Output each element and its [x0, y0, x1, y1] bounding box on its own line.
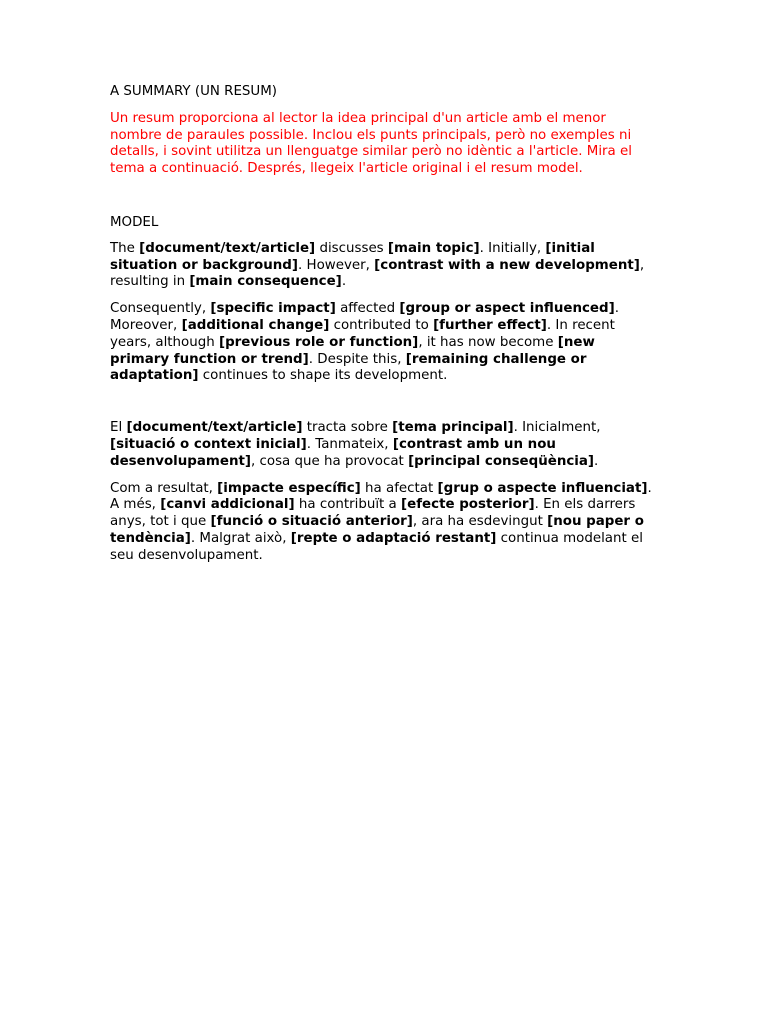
placeholder-term: [canvi addicional] [160, 497, 295, 513]
text-run: , ara ha esdevingut [412, 514, 548, 530]
catalan-paragraph-2 [110, 481, 658, 565]
text-run: . In recent years, although [110, 317, 615, 350]
english-paragraph-1 [110, 241, 658, 291]
english-paragraph-2 [110, 301, 658, 385]
placeholder-term: [repte o adaptació restant] [290, 530, 497, 546]
placeholder-term: [impacte específic] [217, 480, 361, 496]
placeholder-term: [specific impact] [210, 301, 336, 317]
text-run: Consequently, [110, 301, 211, 317]
text-run: . A més, [110, 480, 652, 513]
text-run: . [341, 274, 347, 290]
text-run: ha contribuït a [294, 497, 402, 513]
model-heading: MODEL [110, 214, 159, 230]
placeholder-term: [main consequence] [189, 274, 342, 290]
placeholder-term: [previous role or function] [218, 334, 419, 350]
placeholder-term: [funció o situació anterior] [210, 514, 413, 530]
placeholder-term: [main topic] [387, 240, 480, 256]
placeholder-term: [initial situation or background] [110, 240, 595, 273]
text-run: . However, [298, 257, 375, 273]
placeholder-term: [efecte posterior] [401, 497, 535, 513]
placeholder-term: [further effect] [433, 317, 547, 333]
text-run: . Malgrat això, [190, 530, 291, 546]
text-run: . Tanmateix, [306, 436, 393, 452]
text-run: , it has now become [418, 334, 558, 350]
text-run: El [110, 420, 127, 436]
text-run: Com a resultat, [110, 480, 218, 496]
text-run: contributed to [329, 317, 434, 333]
placeholder-term: [contrast with a new development] [374, 257, 640, 273]
text-run: , resulting in [110, 257, 645, 290]
placeholder-term: [nou paper o tendència] [110, 514, 644, 546]
placeholder-term: [contrast amb un nou desenvolupament] [110, 436, 556, 469]
text-run: . Initially, [479, 240, 546, 256]
text-run: affected [335, 301, 400, 317]
placeholder-term: [additional change] [181, 317, 330, 333]
document-page [110, 84, 658, 565]
text-run: tracta sobre [302, 420, 393, 436]
placeholder-term: [document/text/article] [139, 240, 316, 256]
document-title: A SUMMARY (UN RESUM) [110, 84, 278, 99]
text-run: , cosa que ha provocat [251, 453, 409, 469]
text-run: continues to shape its development. [198, 368, 448, 384]
text-run: . En els darrers anys, tot i que [110, 497, 636, 530]
text-run: . Inicialment, [513, 420, 601, 436]
placeholder-term: [remaining challenge or adaptation] [110, 351, 587, 384]
placeholder-term: [group or aspect influenced] [399, 301, 615, 317]
catalan-paragraph-1 [110, 420, 658, 470]
placeholder-term: [grup o aspecte influenciat] [437, 480, 648, 496]
placeholder-term: [new primary function or trend] [110, 334, 595, 367]
text-run: . Moreover, [110, 301, 619, 333]
text-run: The [110, 240, 140, 256]
text-run: . [594, 453, 599, 469]
text-run: ha afectat [360, 480, 438, 496]
placeholder-term: [tema principal] [392, 420, 514, 436]
placeholder-term: [document/text/article] [126, 420, 303, 436]
text-run: discusses [315, 240, 388, 256]
intro-paragraph: Un resum proporciona al lector la idea principal d'un article amb el menor nombre de paraules possible. Inclou els punts principals, però no exemples ni detalls, i sovint utilitza un llenguatge similar però no idèntic a l'article. Mira el tema a continuació. Després, llegeix l'article original i el resum model. [110, 110, 632, 177]
placeholder-term: [situació o context inicial] [110, 436, 307, 452]
text-run: . Despite this, [308, 351, 406, 367]
text-run: continua modelant el seu desenvolupament. [110, 530, 643, 563]
placeholder-term: [principal conseqüència] [408, 453, 595, 469]
